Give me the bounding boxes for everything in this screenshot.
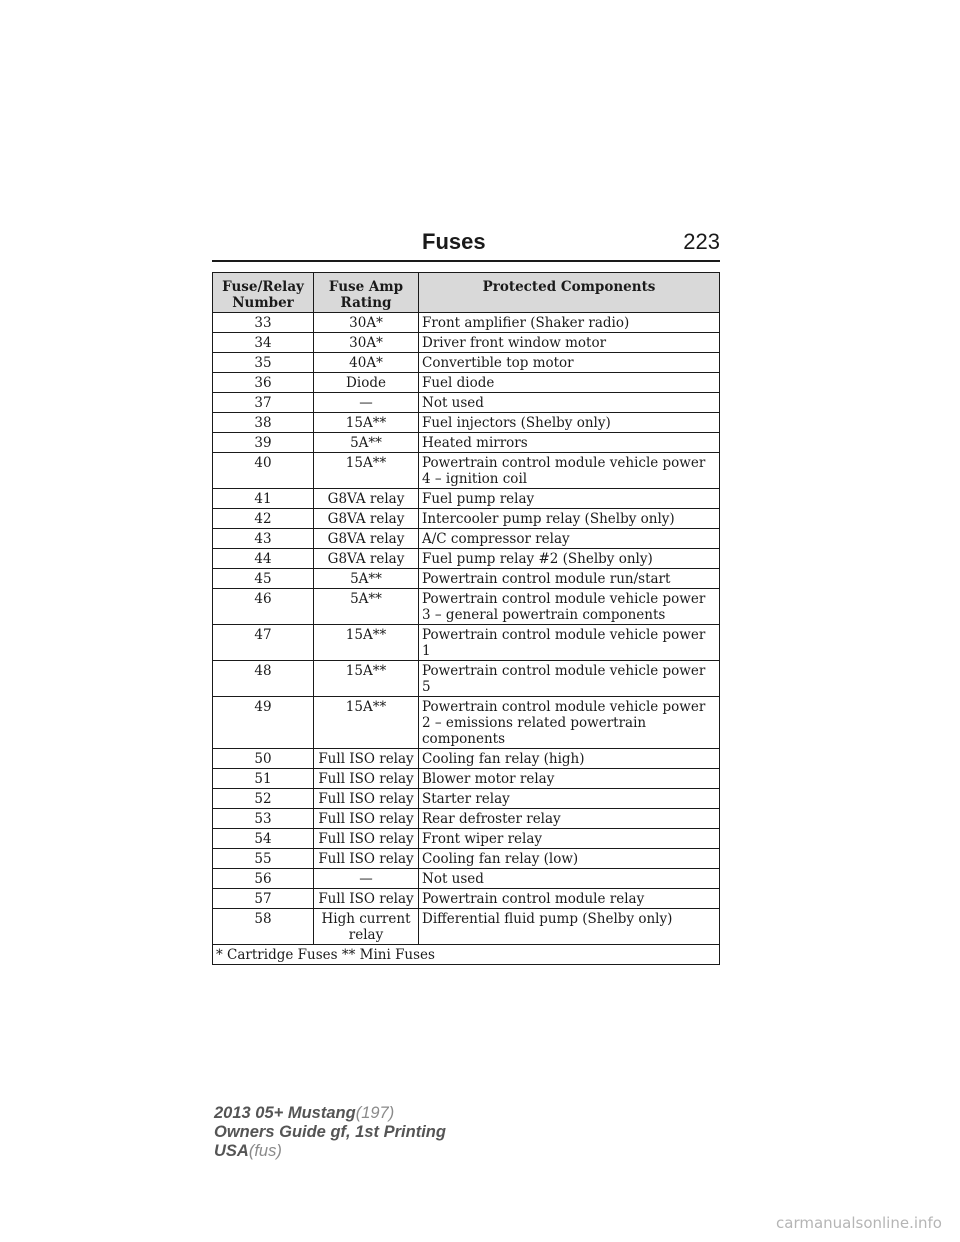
cell-amp-rating: 15A**	[314, 697, 419, 749]
cell-protected-components: Powertrain control module vehicle power 2 – emissions related powertrain components	[419, 697, 720, 749]
table-row	[213, 333, 720, 353]
footer-market: USA	[214, 1142, 249, 1160]
cell-protected-components: Fuel diode	[419, 373, 720, 393]
table-row	[213, 889, 720, 909]
cell-amp-rating: 15A**	[314, 453, 419, 489]
cell-protected-components: Powertrain control module vehicle power 1	[419, 625, 720, 661]
cell-amp-rating: Full ISO relay	[314, 849, 419, 869]
cell-fuse-number: 40	[213, 453, 314, 489]
footer-page-ref: (197)	[355, 1104, 395, 1122]
table-row	[213, 413, 720, 433]
table-row	[213, 789, 720, 809]
cell-fuse-number: 48	[213, 661, 314, 697]
cell-amp-rating: Full ISO relay	[314, 829, 419, 849]
column-header-fuse-number: Fuse/Relay Number	[213, 273, 314, 313]
cell-fuse-number: 56	[213, 869, 314, 889]
cell-protected-components: Heated mirrors	[419, 433, 720, 453]
cell-amp-rating: 30A*	[314, 313, 419, 333]
cell-fuse-number: 37	[213, 393, 314, 413]
cell-fuse-number: 45	[213, 569, 314, 589]
column-header-amp-rating: Fuse Amp Rating	[314, 273, 419, 313]
watermark-link[interactable]: carmanualsonline.info	[776, 1214, 942, 1232]
table-row	[213, 749, 720, 769]
cell-protected-components: Fuel pump relay #2 (Shelby only)	[419, 549, 720, 569]
cell-fuse-number: 35	[213, 353, 314, 373]
table-row	[213, 769, 720, 789]
table-row	[213, 373, 720, 393]
cell-protected-components: Convertible top motor	[419, 353, 720, 373]
cell-amp-rating: Full ISO relay	[314, 809, 419, 829]
cell-amp-rating: Full ISO relay	[314, 769, 419, 789]
cell-protected-components: Powertrain control module vehicle power 5	[419, 661, 720, 697]
cell-amp-rating: 15A**	[314, 625, 419, 661]
cell-fuse-number: 44	[213, 549, 314, 569]
print-footer	[214, 1104, 446, 1161]
footer-model: 2013 05+ Mustang	[214, 1104, 356, 1122]
table-row	[213, 353, 720, 373]
cell-protected-components: Powertrain control module vehicle power 3 – general powertrain components	[419, 589, 720, 625]
cell-fuse-number: 49	[213, 697, 314, 749]
cell-protected-components: Rear defroster relay	[419, 809, 720, 829]
cell-amp-rating: Full ISO relay	[314, 789, 419, 809]
cell-protected-components: Powertrain control module vehicle power 4 – ignition coil	[419, 453, 720, 489]
cell-amp-rating: Full ISO relay	[314, 749, 419, 769]
cell-fuse-number: 58	[213, 909, 314, 945]
cell-fuse-number: 54	[213, 829, 314, 849]
cell-amp-rating: High current relay	[314, 909, 419, 945]
table-row	[213, 509, 720, 529]
cell-fuse-number: 50	[213, 749, 314, 769]
cell-fuse-number: 42	[213, 509, 314, 529]
cell-amp-rating: Full ISO relay	[314, 889, 419, 909]
cell-fuse-number: 53	[213, 809, 314, 829]
cell-protected-components: Front wiper relay	[419, 829, 720, 849]
cell-fuse-number: 51	[213, 769, 314, 789]
table-row	[213, 453, 720, 489]
table-row	[213, 589, 720, 625]
table-footnote-row	[213, 945, 720, 965]
cell-amp-rating: 15A**	[314, 661, 419, 697]
table-row	[213, 433, 720, 453]
table-row	[213, 829, 720, 849]
column-header-protected-components: Protected Components	[419, 273, 720, 313]
page-number: 223	[683, 229, 720, 254]
cell-amp-rating: 5A**	[314, 589, 419, 625]
cell-amp-rating: —	[314, 393, 419, 413]
footer-line-2	[214, 1123, 446, 1142]
cell-fuse-number: 33	[213, 313, 314, 333]
table-row	[213, 529, 720, 549]
cell-protected-components: Driver front window motor	[419, 333, 720, 353]
cell-protected-components: Not used	[419, 393, 720, 413]
cell-fuse-number: 47	[213, 625, 314, 661]
cell-amp-rating: G8VA relay	[314, 529, 419, 549]
cell-fuse-number: 43	[213, 529, 314, 549]
cell-fuse-number: 38	[213, 413, 314, 433]
footer-line-1	[214, 1104, 446, 1123]
table-header-row	[213, 273, 720, 313]
table-row	[213, 809, 720, 829]
table-body	[213, 313, 720, 965]
table-row	[213, 661, 720, 697]
cell-amp-rating: 5A**	[314, 433, 419, 453]
cell-protected-components: Powertrain control module run/start	[419, 569, 720, 589]
footer-line-3	[214, 1142, 446, 1161]
table-footnote: * Cartridge Fuses ** Mini Fuses	[213, 945, 720, 965]
table-row	[213, 625, 720, 661]
table-row	[213, 489, 720, 509]
cell-fuse-number: 34	[213, 333, 314, 353]
cell-protected-components: Not used	[419, 869, 720, 889]
cell-protected-components: Blower motor relay	[419, 769, 720, 789]
cell-fuse-number: 39	[213, 433, 314, 453]
cell-amp-rating: G8VA relay	[314, 549, 419, 569]
cell-protected-components: Differential fluid pump (Shelby only)	[419, 909, 720, 945]
page-header	[212, 226, 720, 262]
cell-amp-rating: 40A*	[314, 353, 419, 373]
cell-fuse-number: 55	[213, 849, 314, 869]
cell-amp-rating: 5A**	[314, 569, 419, 589]
cell-protected-components: Front amplifier (Shaker radio)	[419, 313, 720, 333]
footer-edition: Owners Guide gf, 1st Printing	[214, 1123, 446, 1141]
cell-amp-rating: G8VA relay	[314, 509, 419, 529]
fuse-table	[212, 272, 720, 965]
cell-protected-components: Starter relay	[419, 789, 720, 809]
cell-protected-components: Fuel pump relay	[419, 489, 720, 509]
cell-protected-components: A/C compressor relay	[419, 529, 720, 549]
cell-protected-components: Cooling fan relay (low)	[419, 849, 720, 869]
cell-protected-components: Intercooler pump relay (Shelby only)	[419, 509, 720, 529]
table-row	[213, 313, 720, 333]
table-row	[213, 549, 720, 569]
cell-fuse-number: 36	[213, 373, 314, 393]
cell-amp-rating: G8VA relay	[314, 489, 419, 509]
cell-amp-rating: 30A*	[314, 333, 419, 353]
cell-fuse-number: 57	[213, 889, 314, 909]
cell-fuse-number: 41	[213, 489, 314, 509]
section-title: Fuses	[422, 229, 486, 254]
table-row	[213, 869, 720, 889]
table-row	[213, 569, 720, 589]
cell-amp-rating: —	[314, 869, 419, 889]
cell-protected-components: Cooling fan relay (high)	[419, 749, 720, 769]
cell-protected-components: Fuel injectors (Shelby only)	[419, 413, 720, 433]
footer-lang: (fus)	[248, 1142, 282, 1160]
table-row	[213, 697, 720, 749]
table-row	[213, 849, 720, 869]
cell-amp-rating: 15A**	[314, 413, 419, 433]
cell-fuse-number: 46	[213, 589, 314, 625]
cell-amp-rating: Diode	[314, 373, 419, 393]
cell-protected-components: Powertrain control module relay	[419, 889, 720, 909]
table-row	[213, 909, 720, 945]
table-row	[213, 393, 720, 413]
cell-fuse-number: 52	[213, 789, 314, 809]
